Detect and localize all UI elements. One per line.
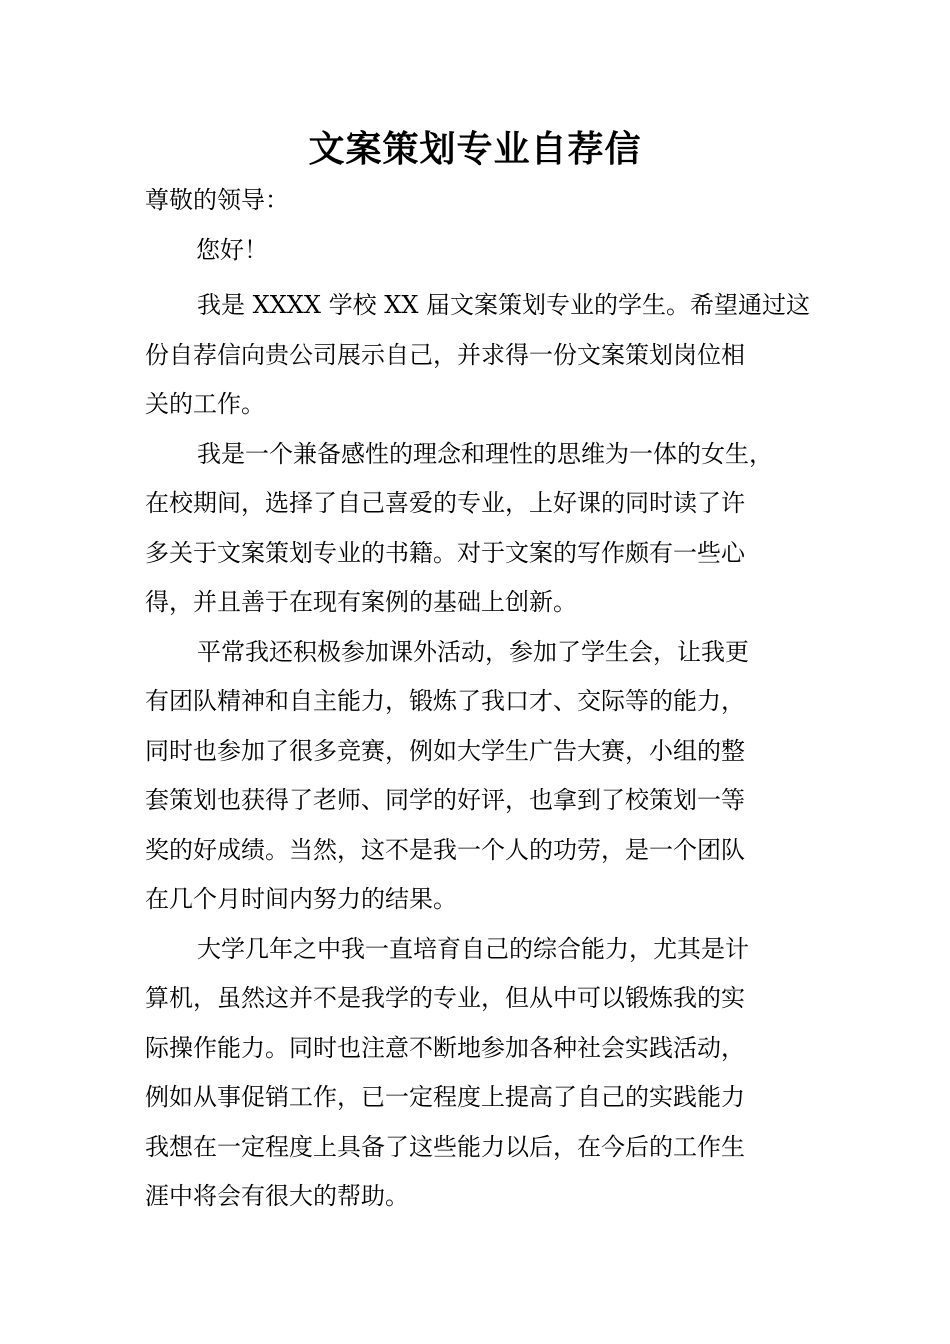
letter-body <box>145 281 825 1222</box>
salutation: 尊敬的领导： <box>145 186 289 214</box>
paragraph-line: 际操作能力。同时也注意不断地参加各种社会实践活动， <box>145 1033 745 1062</box>
document-title: 文案策划专业自荐信 <box>308 129 642 170</box>
paragraph-line: 算机，虽然这并不是我学的专业，但从中可以锻炼我的实 <box>145 984 745 1012</box>
paragraph <box>145 281 825 430</box>
paragraph <box>145 430 825 628</box>
paragraph-line: 在校期间，选择了自己喜爱的专业，上好课的同时读了许 <box>145 489 745 517</box>
paragraph-line: 大学几年之中我一直培育自己的综合能力，尤其是计 <box>197 934 749 963</box>
paragraph-line: 我是一个兼备感性的理念和理性的思维为一体的女生， <box>197 439 773 468</box>
greeting: 您好！ <box>196 236 268 264</box>
paragraph-line: 同时也参加了很多竞赛，例如大学生广告大赛，小组的整 <box>145 736 745 765</box>
paragraph-line: 例如从事促销工作，已一定程度上提高了自己的实践能力 <box>145 1083 745 1111</box>
paragraph <box>145 925 825 1222</box>
paragraph-line: 平常我还积极参加课外活动，参加了学生会，让我更 <box>197 637 749 666</box>
paragraph-line: 套策划也获得了老师、同学的好评，也拿到了校策划一等 <box>145 786 745 814</box>
paragraph-line: 得，并且善于在现有案例的基础上创新。 <box>145 588 577 616</box>
paragraph-line: 我想在一定程度上具备了这些能力以后，在今后的工作生 <box>145 1132 745 1161</box>
paragraph-line: 关的工作。 <box>145 390 265 418</box>
paragraph-line: 涯中将会有很大的帮助。 <box>145 1182 409 1210</box>
paragraph-line: 奖的好成绩。当然，这不是我一个人的功劳，是一个团队 <box>145 835 745 864</box>
paragraph-line: 多关于文案策划专业的书籍。对于文案的写作颇有一些心 <box>145 538 745 567</box>
paragraph-line: 在几个月时间内努力的结果。 <box>145 885 457 913</box>
paragraph <box>145 628 825 925</box>
paragraph-line: 我是 XXXX 学校 XX 届文案策划专业的学生。希望通过这 <box>197 291 811 319</box>
paragraph-line: 份自荐信向贵公司展示自己，并求得一份文案策划岗位相 <box>145 340 745 369</box>
paragraph-line: 有团队精神和自主能力，锻炼了我口才、交际等的能力， <box>145 687 745 715</box>
